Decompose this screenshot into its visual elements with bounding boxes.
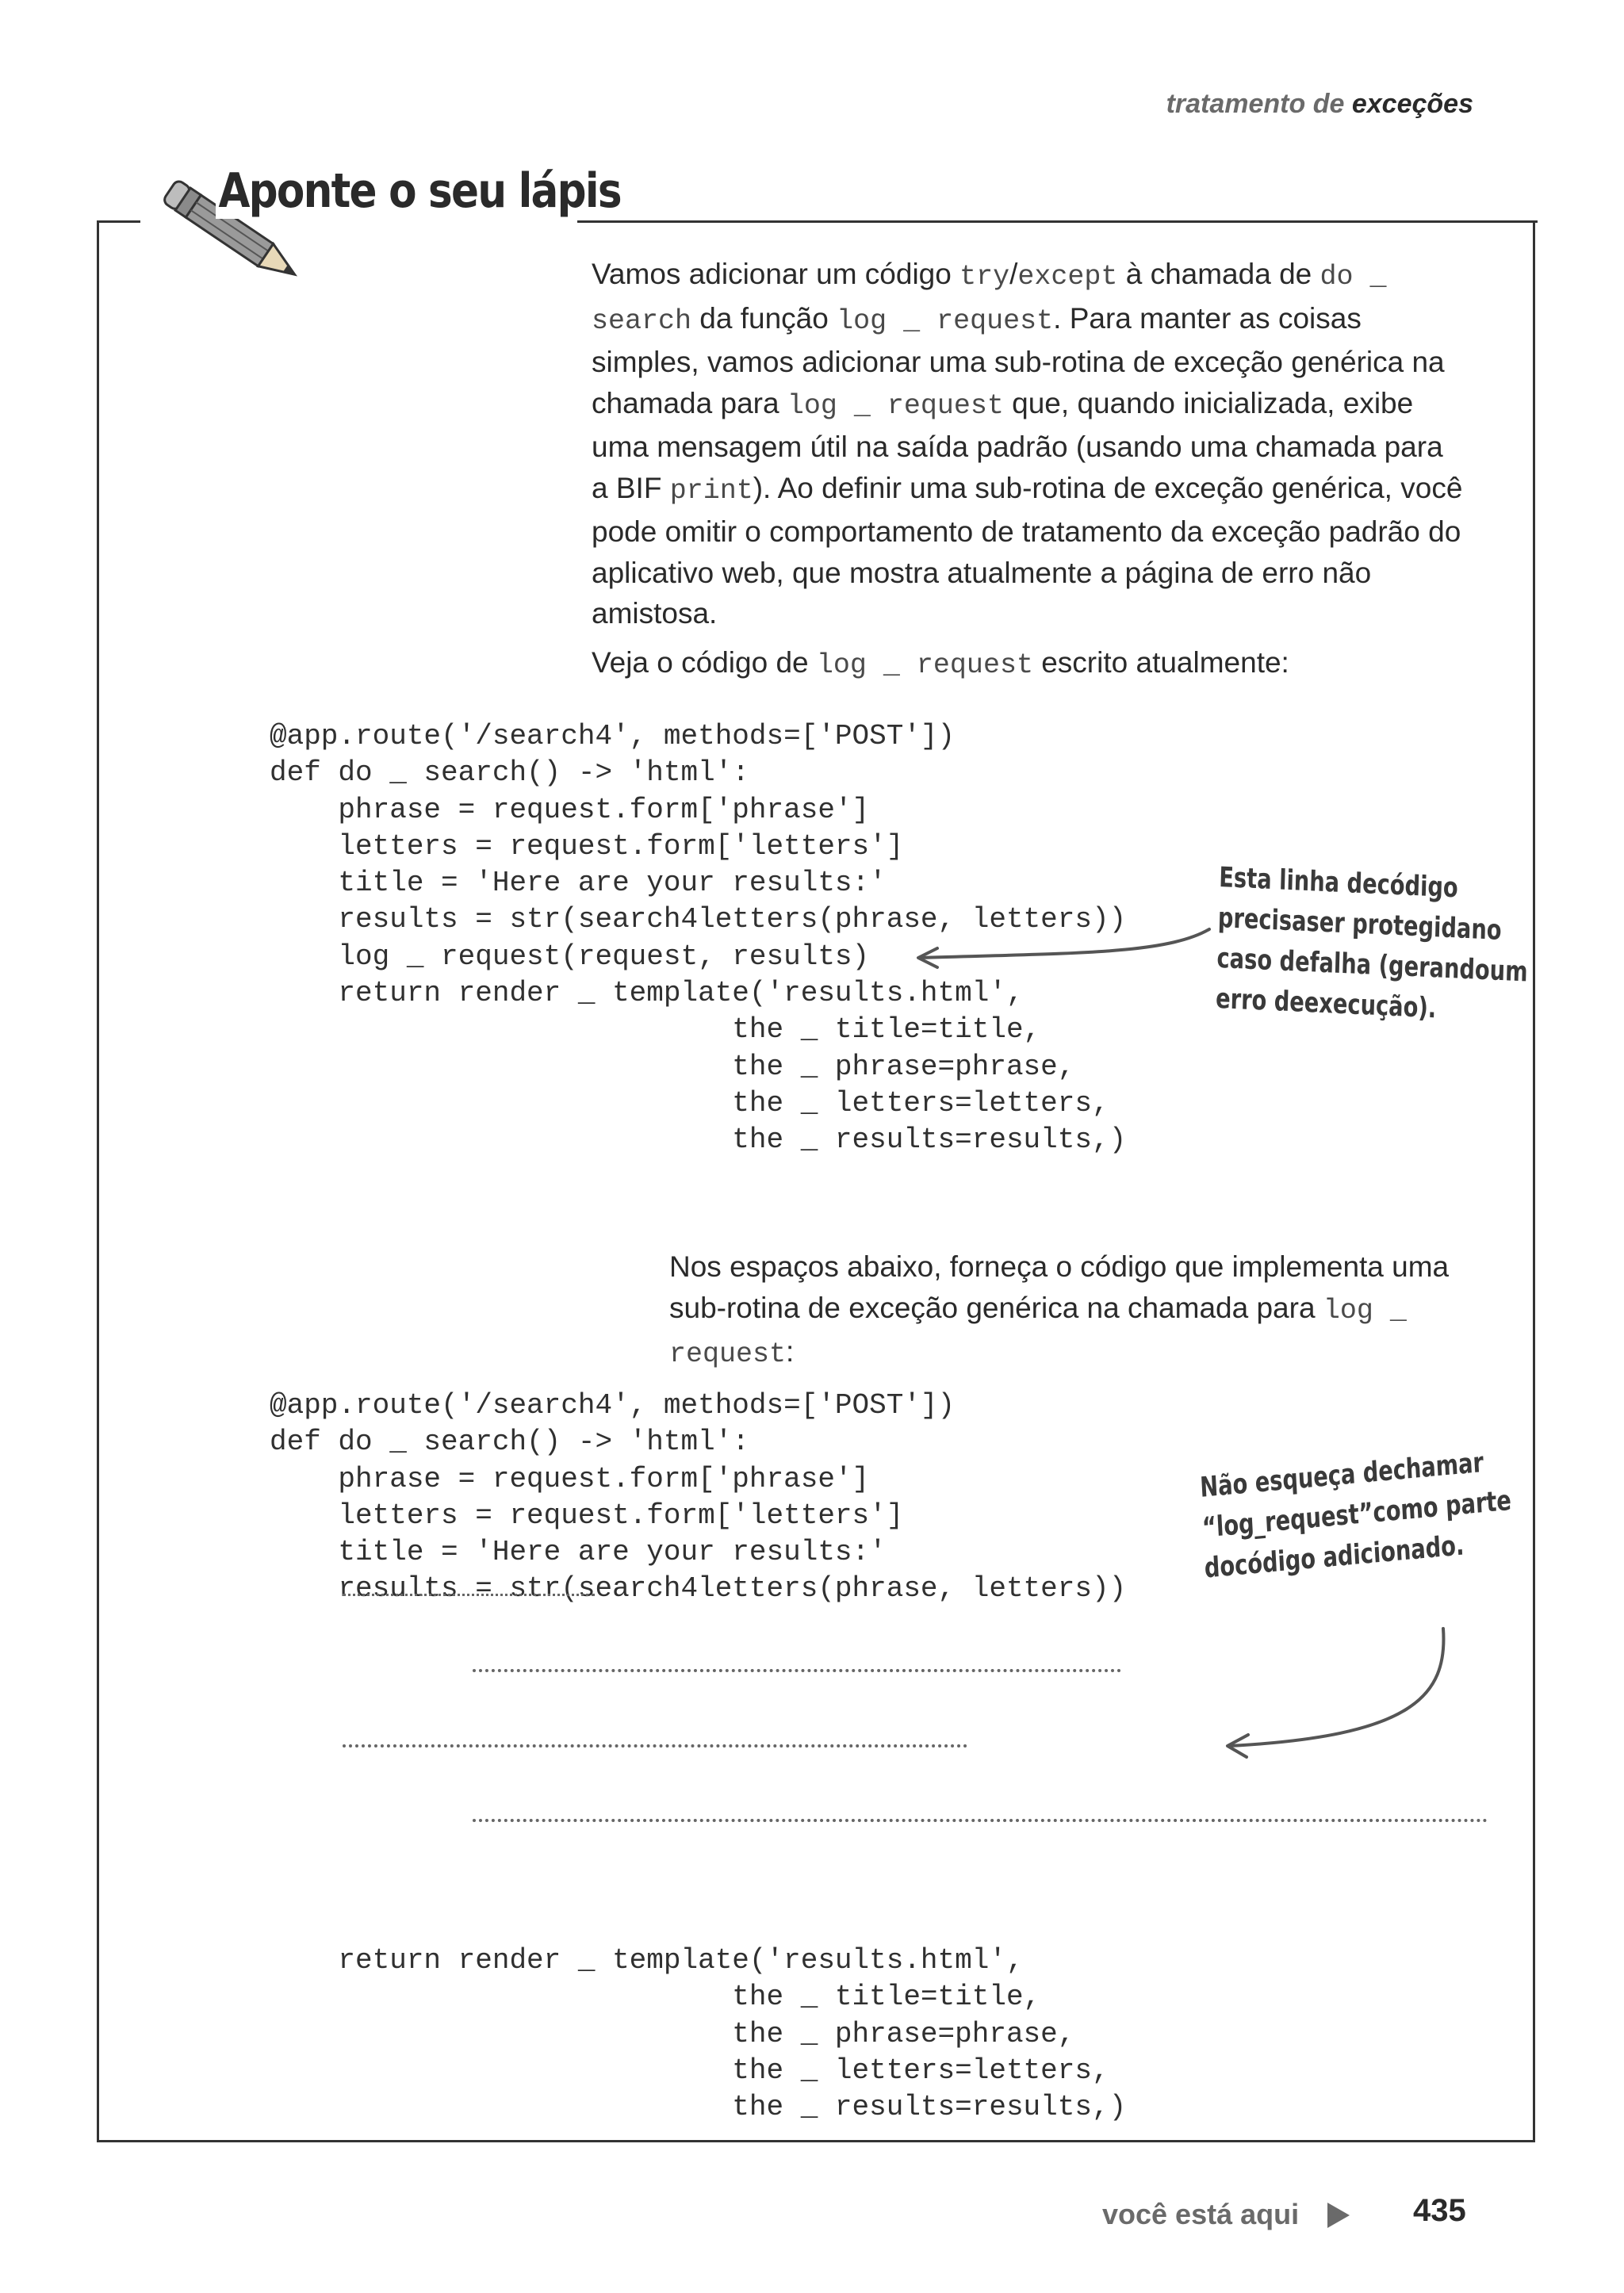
code-line: the _ results=results,) — [270, 2091, 1127, 2124]
annotation-line: execução). — [1304, 986, 1437, 1025]
code-line: title = 'Here are your results:' — [270, 867, 887, 900]
annotation-line: um erro de — [1215, 955, 1529, 1019]
code-line: letters = request.form['letters'] — [270, 1499, 904, 1532]
box-title: Aponte o seu lápis — [216, 163, 627, 219]
header-prefix: tratamento de — [1166, 89, 1345, 119]
text-run: que, quando inicializada, exibe uma mensagem útil na saída padrão (usando uma chamada para a BIF — [592, 386, 1443, 504]
running-header — [1166, 89, 1473, 120]
text-run: / — [1009, 258, 1018, 290]
code-line: @app.route('/search4', methods=['POST']) — [270, 720, 956, 752]
inline-code: do _ search — [592, 261, 1387, 337]
curved-arrow-icon — [1213, 1625, 1467, 1760]
code-line: the _ phrase=phrase, — [270, 2017, 1075, 2050]
inline-code: print — [669, 474, 753, 507]
current-code-intro — [592, 642, 1464, 687]
exercise-instructions — [669, 1246, 1462, 1376]
code-line: the _ results=results,) — [270, 1124, 1127, 1157]
code-line: letters = request.form['letters'] — [270, 829, 904, 863]
inline-code: log _ request — [669, 1294, 1407, 1370]
annotation-line: chamar “log_request” — [1201, 1446, 1484, 1545]
answer-line-3 — [473, 1819, 1488, 1822]
text-run: ). Ao definir uma sub-rotina de exceção genérica, você pode omitir o comportamento de tratamento da exceção padrão do aplicativo web, que mostra atualmente a página de erro não amistosa. — [592, 471, 1463, 630]
annotation-line: falha (gerando — [1309, 947, 1491, 987]
inline-code: log _ request — [816, 649, 1033, 681]
inline-code: try — [959, 261, 1010, 293]
code-line: return render _ template('results.html', — [270, 977, 1024, 1010]
annotation-line: no caso de — [1216, 913, 1503, 979]
annotation-line: ser protegida — [1306, 905, 1472, 946]
inline-code: except — [1017, 261, 1118, 293]
box-top-border-left — [97, 220, 140, 223]
code-line: phrase = request.form['phrase'] — [270, 1462, 870, 1495]
annotation-line: código precisa — [1217, 868, 1459, 938]
code-line: phrase = request.form['phrase'] — [270, 793, 870, 826]
inline-code: log _ request — [787, 389, 1004, 422]
triangle-right-icon — [1327, 2203, 1350, 2228]
code-line: the _ letters=letters, — [270, 2054, 1109, 2087]
code-line: title = 'Here are your results:' — [270, 1536, 887, 1569]
code-line: results = str(search4letters(phrase, letters)) — [270, 1572, 1127, 1606]
annotation-line: como parte do — [1203, 1484, 1512, 1585]
text-run: da função — [691, 301, 837, 335]
code-block-exercise-bottom — [270, 1943, 1126, 2126]
text-run: Nos espaços abaixo, forneça o código que implementa uma sub-rotina de exceção genérica na chamada para — [669, 1250, 1450, 1324]
code-line: def do _ search() -> 'html': — [270, 756, 749, 790]
code-line: results = str(search4letters(phrase, letters)) — [270, 903, 1127, 936]
text-run: escrito atualmente: — [1032, 646, 1289, 679]
annotation-protect-line — [1215, 858, 1534, 1034]
annotation-line: Esta linha de — [1218, 861, 1378, 901]
text-run: Vamos adicionar um código — [592, 258, 960, 290]
code-block-exercise-top — [270, 1388, 1126, 1608]
annotation-line: Não esqueça de — [1199, 1455, 1394, 1504]
footer-you-are-here: você está aqui — [1102, 2198, 1300, 2230]
text-run: : — [786, 1335, 795, 1368]
page-number: 435 — [1413, 2193, 1466, 2228]
code-line: the _ title=title, — [270, 1981, 1041, 2014]
text-run: . Para manter as coisas simples, vamos adicionar uma sub-rotina de exceção genérica na chamada para — [592, 301, 1445, 419]
intro-paragraph — [592, 254, 1464, 634]
arrow-icon — [904, 920, 1221, 975]
answer-line-1 — [473, 1669, 1121, 1672]
code-line: the _ letters=letters, — [270, 1086, 1109, 1120]
code-line: log _ request(request, results) — [270, 940, 870, 973]
code-line: return render _ template('results.html', — [270, 1944, 1024, 1977]
code-line: the _ phrase=phrase, — [270, 1050, 1075, 1083]
code-line: @app.route('/search4', methods=['POST']) — [270, 1389, 956, 1422]
header-section: exceções — [1351, 89, 1473, 119]
annotation-line: código adicionado. — [1234, 1529, 1465, 1583]
inline-code: log _ request — [837, 304, 1054, 337]
code-line: def do _ search() -> 'html': — [270, 1426, 749, 1459]
dotted-strike — [343, 1594, 595, 1596]
code-line: the _ title=title, — [270, 1013, 1041, 1047]
box-top-border-right — [577, 220, 1538, 223]
answer-line-2 — [343, 1744, 967, 1748]
text-run: Veja o código de — [592, 646, 817, 679]
text-run: à chamada de — [1117, 258, 1320, 290]
